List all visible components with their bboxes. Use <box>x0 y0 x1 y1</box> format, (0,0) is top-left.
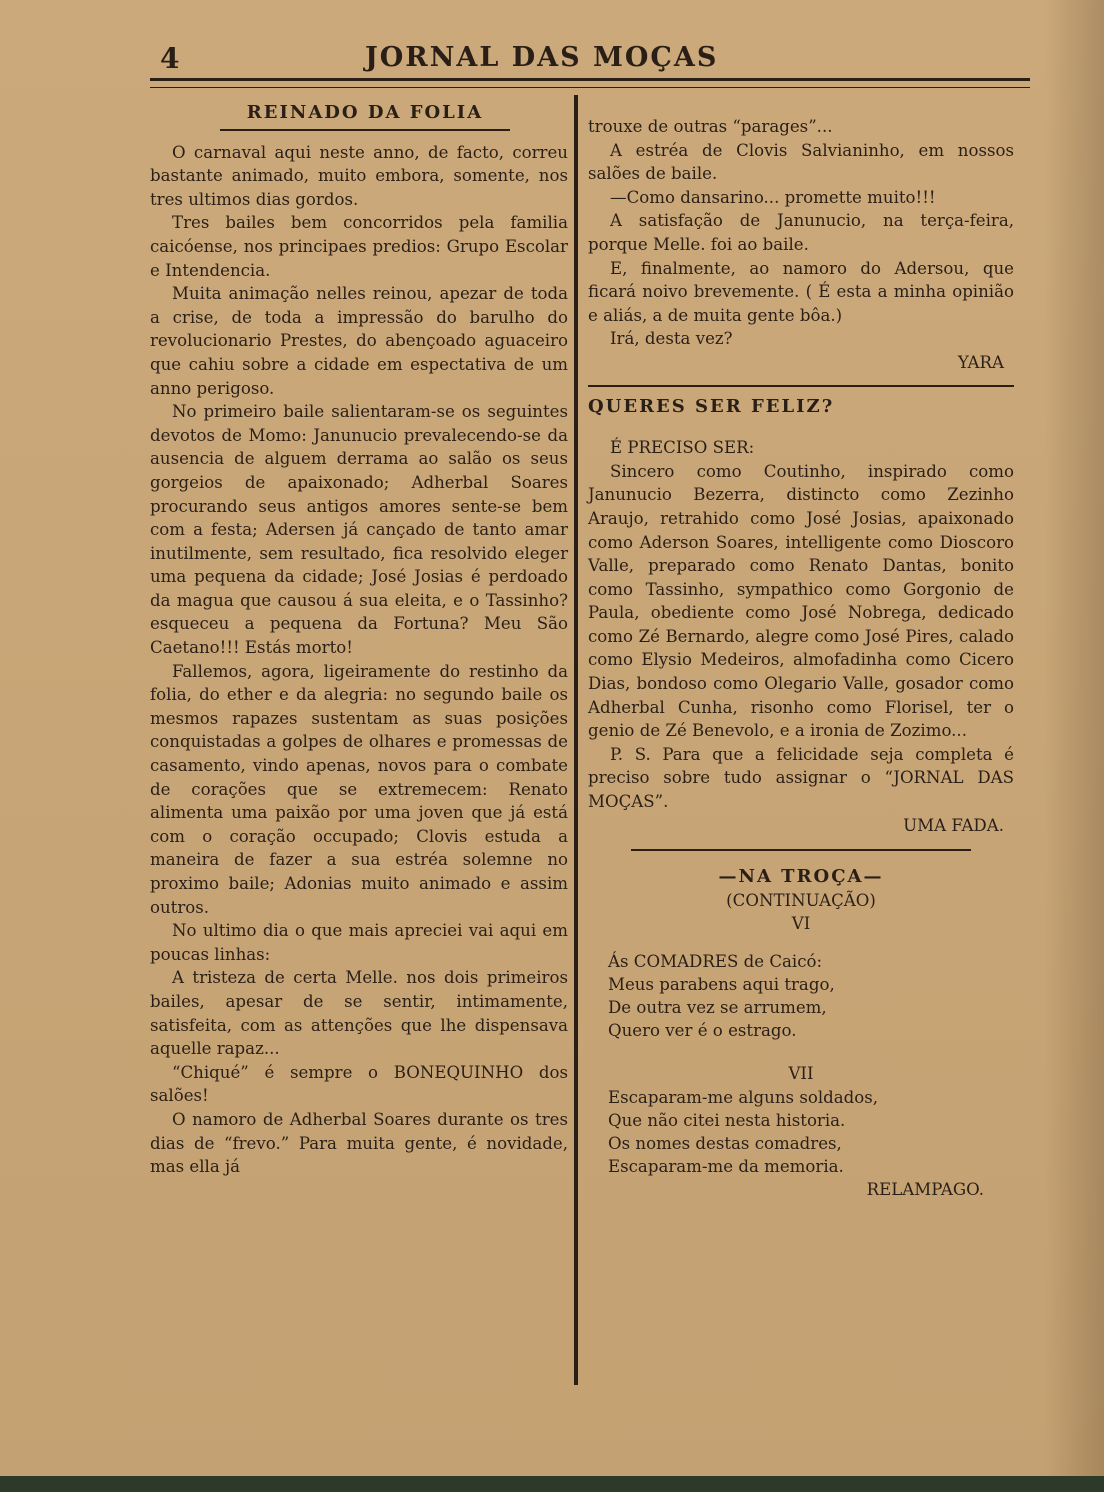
left-column <box>150 95 568 1179</box>
page-bottom-edge <box>0 1476 1104 1492</box>
column-divider <box>574 95 578 1385</box>
paragraph: No primeiro baile salientaram-se os seguintes devotos de Momo: Janunucio prevalecendo-se da ausencia de alguem derrama ao salão os seus gorgeios de apaixonado; Adherbal Soares procurando seus antigos amores sente-se bem com a festa; Adersen já cançado de tanto amar inutilmente, sem resultado, fica resolvido eleger uma pequena da cidade; José Josias é perdoado da magua que causou á sua eleita, e o Tassinho? esqueceu a pequena da Fortuna? Meu São Caetano!!! Estás morto! <box>150 402 568 658</box>
continuation-label: (CONTINUAÇÃO) <box>726 890 876 910</box>
paragraph: E, finalmente, ao namoro do Adersou, que ficará noivo brevemente. ( É esta a minha opinião e aliás, a de muita gente bôa.) <box>588 258 1014 325</box>
stanza-number-6: VI <box>791 914 811 934</box>
right-column <box>588 115 1014 1201</box>
verse-line: De outra vez se arrumem, <box>608 998 827 1017</box>
section-rule <box>631 849 971 851</box>
verse-line: Quero ver é o estrago. <box>608 1021 797 1040</box>
subtitle-preciso: É PRECISO SER: <box>610 438 755 458</box>
article-title-troca: —NA TROÇA— <box>718 866 884 888</box>
paragraph: “Chiqué” é sempre o BONEQUINHO dos salões! <box>150 1062 568 1106</box>
paragraph: Fallemos, agora, ligeiramente do restinho da folia, do ether e da alegria: no segundo baile os mesmos rapazes sustentam as suas posições conquistadas a golpes de olhares e promessas de casamento, vindo apenas, novos para o combate de corações que se extremecem: Renato alimenta uma paixão por uma joven que já está com o coração occupado; Clovis estuda a maneira de fazer a sua estréa solemne no proximo baile; Adonias muito animado e assim outros. <box>150 661 568 917</box>
verse-line: Que não citei nesta historia. <box>608 1110 846 1130</box>
paragraph: O carnaval aqui neste anno, de facto, correu bastante animado, muito embora, somente, nos tres ultimos dias gordos. <box>150 142 568 209</box>
stanza-7 <box>608 1086 1014 1178</box>
stanza-number-7: VII <box>788 1064 814 1083</box>
paragraph: —Como dansarino... promette muito!!! <box>610 187 936 207</box>
paragraph: A estréa de Clovis Salvianinho, em nossos salões de baile. <box>588 140 1014 184</box>
paragraph: trouxe de outras “parages”... <box>588 117 833 136</box>
signature-yara: YARA <box>957 352 1004 372</box>
paragraph: O namoro de Adherbal Soares durante os tres dias de “frevo.” Para muita gente, é novidade, mas ella já <box>150 1109 568 1177</box>
stanza-6 <box>608 950 1014 1042</box>
article-title-queres: QUERES SER FELIZ? <box>588 385 1014 423</box>
paragraph: Tres bailes bem concorridos pela familia caicóense, nos principaes predios: Grupo Escolar e Intendencia. <box>150 213 568 280</box>
paragraph: Irá, desta vez? <box>610 329 733 349</box>
verse-line: Ás COMADRES de Caicó: <box>608 952 823 971</box>
verse-line: Os nomes destas comadres, <box>608 1133 842 1153</box>
signature-relampago: RELAMPAGO. <box>866 1179 984 1199</box>
page-number: 4 <box>160 42 180 75</box>
paragraph: Muita animação nelles reinou, apezar de toda a crise, de toda a impressão do barulho do revolucionario Prestes, do abençoado aguaceiro que cahiu sobre a cidade em espectativa de um anno perigoso. <box>150 284 568 398</box>
paragraph: A satisfação de Janunucio, na terça-feira, porque Melle. foi ao baile. <box>588 211 1014 254</box>
verse-line: Escaparam-me alguns soldados, <box>608 1087 879 1107</box>
page-header <box>150 38 1030 78</box>
article-title-reinado: REINADO DA FOLIA <box>220 95 510 131</box>
signature-fada: UMA FADA. <box>903 815 1004 835</box>
journal-title: JORNAL DAS MOÇAS <box>365 42 719 73</box>
paragraph: Sincero como Coutinho, inspirado como Janunucio Bezerra, distincto como Zezinho Araujo, retrahido como José Josias, apaixonado como Aderson Soares, intelligente como Dioscoro Valle, preparado como Renato Dantas, bonito como Tassinho, sympathico como Gorgonio de Paula, obediente como José Nobrega, dedicado como Zé Bernardo, alegre como José Pires, calado como Elysio Medeiros, almofadinha como Cicero Dias, bondoso como Olegario Valle, gosador como Adherbal Cunha, risonho como Florisel, ter o genio de Zé Benevolo, e a ironia de Zozimo... <box>588 461 1014 741</box>
verse-line: Escaparam-me da memoria. <box>608 1156 844 1176</box>
paragraph: No ultimo dia o que mais apreciei vai aqui em poucas linhas: <box>150 921 568 964</box>
page-shadow <box>1044 0 1104 1476</box>
paragraph: A tristeza de certa Melle. nos dois primeiros bailes, apesar de se sentir, intimamente, satisfeita, com as attenções que lhe dispensava aquelle rapaz... <box>150 968 568 1059</box>
header-rule <box>150 78 1030 88</box>
verse-line: Meus parabens aqui trago, <box>608 975 835 994</box>
paragraph: P. S. Para que a felicidade seja completa é preciso sobre tudo assignar o “JORNAL DAS MOÇAS”. <box>588 744 1014 812</box>
